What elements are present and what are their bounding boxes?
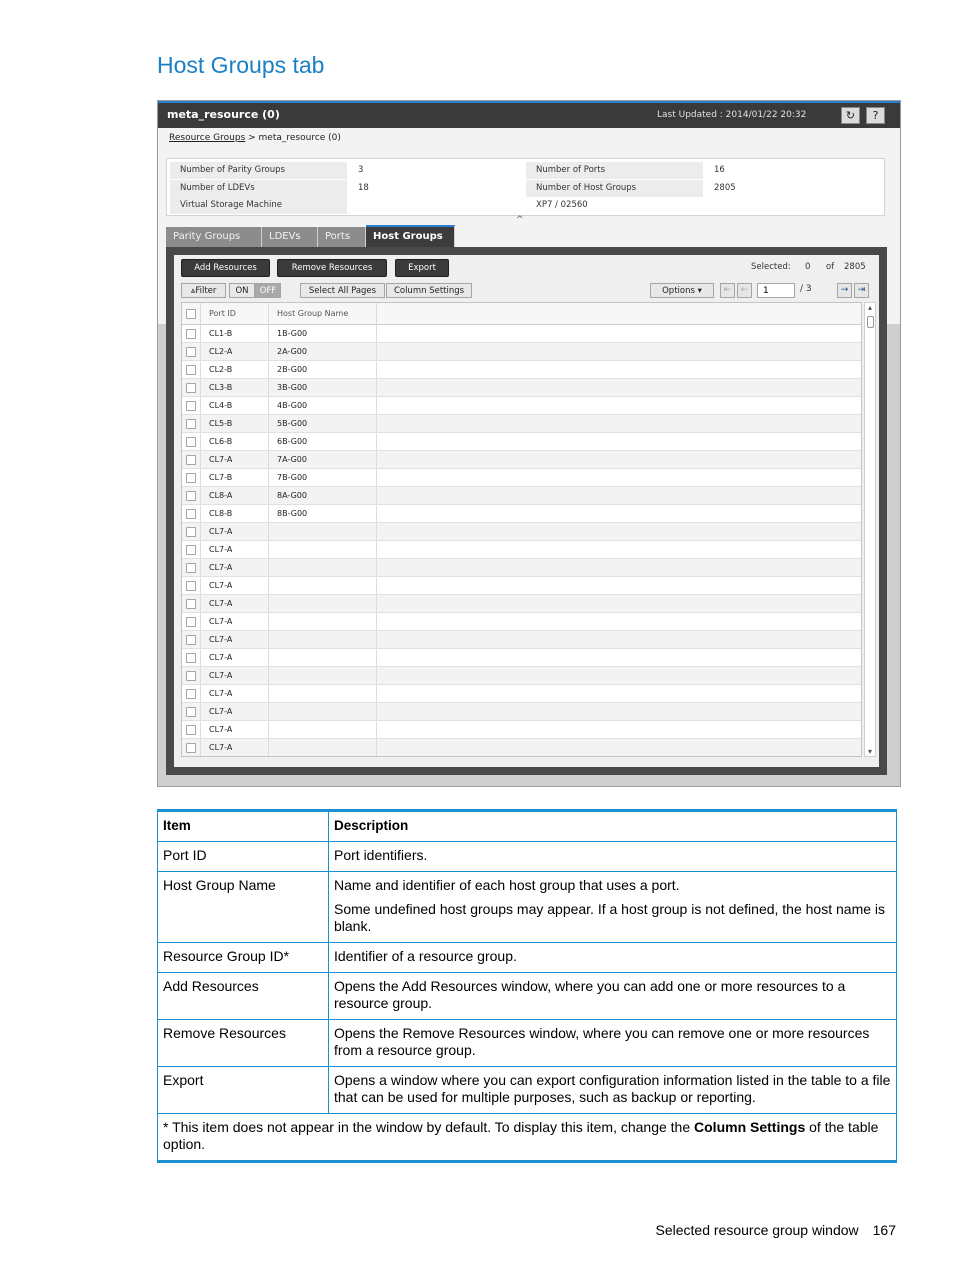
port-id-cell: CL7-A — [201, 667, 269, 684]
row-checkbox[interactable] — [186, 509, 196, 519]
port-id-cell: CL7-A — [201, 451, 269, 468]
description-cell — [329, 872, 897, 943]
help-button[interactable]: ? — [866, 107, 885, 124]
scroll-thumb[interactable] — [867, 316, 874, 328]
table-row[interactable] — [182, 685, 862, 703]
table-row — [158, 842, 897, 872]
table-row[interactable] — [182, 397, 862, 415]
description-text: Port identifiers. — [334, 847, 428, 863]
table-row[interactable] — [182, 559, 862, 577]
host-group-name-cell: 2A-G00 — [269, 343, 377, 360]
item-cell: Export — [158, 1067, 329, 1114]
row-checkbox-cell — [182, 361, 201, 378]
row-checkbox[interactable] — [186, 689, 196, 699]
table-header — [182, 303, 862, 325]
row-checkbox[interactable] — [186, 419, 196, 429]
row-checkbox[interactable] — [186, 527, 196, 537]
summary-value — [348, 197, 526, 214]
table-row[interactable] — [182, 613, 862, 631]
table-row[interactable] — [182, 361, 862, 379]
summary-value: 16 — [714, 165, 725, 175]
host-group-name-cell — [269, 685, 377, 702]
column-settings-button[interactable]: Column Settings — [386, 283, 472, 298]
table-row[interactable] — [182, 541, 862, 559]
host-group-name-cell — [269, 613, 377, 630]
page-total: / 3 — [800, 284, 812, 294]
row-checkbox-cell — [182, 451, 201, 468]
footer-section-title: Selected resource group window — [655, 1222, 859, 1238]
host-group-name-cell — [269, 631, 377, 648]
host-group-name-cell: 8A-G00 — [269, 487, 377, 504]
row-checkbox-cell — [182, 631, 201, 648]
description-cell — [329, 1020, 897, 1067]
port-id-cell: CL7-B — [201, 469, 269, 486]
scroll-up-icon[interactable]: ▴ — [867, 303, 872, 312]
row-checkbox-cell — [182, 685, 201, 702]
host-group-name-cell: 7B-G00 — [269, 469, 377, 486]
port-id-cell: CL3-B — [201, 379, 269, 396]
breadcrumb-link-resource-groups[interactable]: Resource Groups — [169, 133, 246, 143]
table-row[interactable] — [182, 667, 862, 685]
row-checkbox[interactable] — [186, 401, 196, 411]
port-id-cell: CL7-A — [201, 523, 269, 540]
port-id-cell: CL5-B — [201, 415, 269, 432]
summary-label: Number of Host Groups — [526, 180, 703, 197]
row-checkbox[interactable] — [186, 455, 196, 465]
description-cell — [329, 1067, 897, 1114]
row-checkbox-cell — [182, 469, 201, 486]
summary-label: Number of Ports — [526, 162, 703, 179]
row-checkbox-cell — [182, 379, 201, 396]
row-checkbox-cell — [182, 667, 201, 684]
footnote-row — [158, 1114, 897, 1162]
summary-panel — [166, 158, 885, 216]
host-group-name-cell — [269, 721, 377, 738]
table-row — [158, 872, 897, 943]
filter-on-toggle[interactable]: ON — [229, 283, 255, 298]
row-checkbox[interactable] — [186, 563, 196, 573]
vertical-scrollbar[interactable] — [864, 302, 876, 757]
breadcrumb-current: meta_resource (0) — [258, 133, 341, 143]
table-row[interactable] — [182, 649, 862, 667]
summary-value: XP7 / 02560 — [536, 200, 588, 210]
description-text: Opens a window where you can export configuration information listed in the table to a file that can be used for multiple purposes, such as backup or reporting. — [334, 1072, 891, 1105]
add-resources-button[interactable]: Add Resources — [181, 259, 270, 277]
breadcrumb — [169, 133, 341, 143]
table-row[interactable] — [182, 739, 862, 757]
row-checkbox[interactable] — [186, 347, 196, 357]
table-row[interactable] — [182, 325, 862, 343]
host-group-name-cell: 3B-G00 — [269, 379, 377, 396]
description-cell — [329, 842, 897, 872]
port-id-cell: CL7-A — [201, 721, 269, 738]
host-group-name-cell — [269, 559, 377, 576]
host-group-name-cell: 1B-G00 — [269, 325, 377, 342]
tab-host-groups[interactable]: Host Groups — [366, 225, 455, 247]
row-checkbox[interactable] — [186, 383, 196, 393]
table-row[interactable] — [182, 343, 862, 361]
row-checkbox-cell — [182, 541, 201, 558]
next-page-icon[interactable]: → — [837, 283, 852, 298]
options-dropdown[interactable]: Options ▾ — [650, 283, 714, 298]
table-row[interactable] — [182, 703, 862, 721]
item-cell: Resource Group ID* — [158, 943, 329, 973]
remove-resources-button[interactable]: Remove Resources — [277, 259, 387, 277]
table-row[interactable] — [182, 379, 862, 397]
footnote-cell — [158, 1114, 897, 1162]
page-number-input[interactable]: 1 — [757, 283, 795, 298]
row-checkbox[interactable] — [186, 725, 196, 735]
description-text: Opens the Remove Resources window, where you can remove one or more resources from a resource group. — [334, 1025, 870, 1058]
row-checkbox-cell — [182, 739, 201, 756]
port-id-cell: CL8-A — [201, 487, 269, 504]
tab-content — [174, 255, 879, 767]
host-group-name-cell — [269, 739, 377, 756]
filter-button[interactable]: ⩓Filter — [181, 283, 226, 298]
row-checkbox[interactable] — [186, 473, 196, 483]
row-checkbox-cell — [182, 613, 201, 630]
row-checkbox-cell — [182, 649, 201, 666]
selected-label: Selected: — [751, 262, 791, 272]
port-id-cell: CL7-A — [201, 577, 269, 594]
table-row[interactable] — [182, 469, 862, 487]
header-item: Item — [158, 811, 329, 842]
footnote-bold: Column Settings — [694, 1119, 806, 1135]
tab-ports[interactable]: Ports — [318, 227, 366, 247]
row-checkbox[interactable] — [186, 491, 196, 501]
select-all-checkbox[interactable] — [186, 309, 196, 319]
column-header-port-id[interactable]: Port ID — [201, 303, 269, 324]
port-id-cell: CL1-B — [201, 325, 269, 342]
column-header-host-group-name[interactable]: Host Group Name — [269, 303, 377, 324]
table-row[interactable] — [182, 595, 862, 613]
previous-page-icon[interactable]: ← — [737, 283, 752, 298]
description-text: Some undefined host groups may appear. If a host group is not defined, the host name is blank. — [334, 901, 886, 934]
row-checkbox-cell — [182, 523, 201, 540]
table-row[interactable] — [182, 631, 862, 649]
table-row — [158, 943, 897, 973]
footnote-text-end: of the table option. — [163, 1119, 879, 1152]
table-row[interactable] — [182, 577, 862, 595]
port-id-cell: CL7-A — [201, 613, 269, 630]
row-checkbox[interactable] — [186, 365, 196, 375]
summary-value: 2805 — [714, 183, 736, 193]
row-checkbox-cell — [182, 721, 201, 738]
header-checkbox-cell — [182, 303, 201, 324]
port-id-cell: CL7-A — [201, 541, 269, 558]
tab-parity-groups[interactable]: Parity Groups — [166, 227, 262, 247]
host-group-name-cell: 8B-G00 — [269, 505, 377, 522]
port-id-cell: CL7-A — [201, 649, 269, 666]
row-checkbox[interactable] — [186, 545, 196, 555]
page-footer — [656, 1222, 896, 1238]
port-id-cell: CL2-A — [201, 343, 269, 360]
row-checkbox[interactable] — [186, 599, 196, 609]
breadcrumb-separator: > — [248, 133, 256, 143]
host-group-name-cell — [269, 541, 377, 558]
row-checkbox[interactable] — [186, 743, 196, 753]
table-row[interactable] — [182, 721, 862, 739]
description-cell — [329, 973, 897, 1020]
row-checkbox-cell — [182, 343, 201, 360]
table-row — [158, 973, 897, 1020]
table-row[interactable] — [182, 505, 862, 523]
header-description: Description — [329, 811, 897, 842]
host-group-name-cell: 6B-G00 — [269, 433, 377, 450]
selected-total: 2805 — [844, 262, 866, 272]
screenshot-window — [157, 100, 901, 787]
port-id-cell: CL7-A — [201, 739, 269, 756]
description-text: Opens the Add Resources window, where you can add one or more resources to a resource group. — [334, 978, 846, 1011]
summary-value: 18 — [358, 183, 369, 193]
description-table — [157, 809, 897, 1163]
description-text: Name and identifier of each host group that uses a port. — [334, 877, 680, 893]
row-checkbox[interactable] — [186, 437, 196, 447]
page-number: 167 — [872, 1222, 896, 1238]
table-row[interactable] — [182, 415, 862, 433]
item-cell: Add Resources — [158, 973, 329, 1020]
port-id-cell: CL8-B — [201, 505, 269, 522]
row-checkbox[interactable] — [186, 671, 196, 681]
scroll-down-icon[interactable]: ▾ — [867, 747, 872, 756]
window-title: meta_resource (0) — [167, 108, 280, 121]
row-checkbox[interactable] — [186, 329, 196, 339]
row-checkbox-cell — [182, 559, 201, 576]
summary-value: 3 — [358, 165, 364, 175]
summary-label: Virtual Storage Machine — [170, 197, 347, 214]
table-row[interactable] — [182, 433, 862, 451]
port-id-cell: CL7-A — [201, 703, 269, 720]
collapse-icon[interactable]: ^ — [516, 215, 524, 225]
host-group-name-cell: 5B-G00 — [269, 415, 377, 432]
table-row[interactable] — [182, 487, 862, 505]
description-table-header — [158, 811, 897, 842]
row-checkbox-cell — [182, 577, 201, 594]
host-group-name-cell — [269, 649, 377, 666]
row-checkbox[interactable] — [186, 707, 196, 717]
row-checkbox[interactable] — [186, 635, 196, 645]
row-checkbox-cell — [182, 415, 201, 432]
summary-label: Number of Parity Groups — [170, 162, 347, 179]
port-id-cell: CL7-A — [201, 595, 269, 612]
host-group-name-cell: 2B-G00 — [269, 361, 377, 378]
summary-row — [170, 162, 882, 179]
row-checkbox-cell — [182, 325, 201, 342]
window-titlebar — [158, 101, 900, 128]
host-group-name-cell — [269, 667, 377, 684]
filter-off-toggle[interactable]: OFF — [255, 283, 281, 298]
first-page-icon[interactable]: ⇤ — [720, 283, 735, 298]
select-all-pages-button[interactable]: Select All Pages — [300, 283, 385, 298]
port-id-cell: CL4-B — [201, 397, 269, 414]
tab-ldevs[interactable]: LDEVs — [262, 227, 318, 247]
page-title: Host Groups tab — [157, 52, 325, 78]
port-id-cell: CL7-A — [201, 685, 269, 702]
refresh-icon[interactable]: ↻ — [841, 107, 860, 124]
table-row[interactable] — [182, 451, 862, 469]
item-cell: Remove Resources — [158, 1020, 329, 1067]
row-checkbox-cell — [182, 595, 201, 612]
row-checkbox[interactable] — [186, 617, 196, 627]
item-cell: Host Group Name — [158, 872, 329, 943]
port-id-cell: CL2-B — [201, 361, 269, 378]
selected-count: 0 — [805, 262, 811, 272]
last-updated: Last Updated : 2014/01/22 20:32 — [657, 110, 807, 120]
selected-of: of — [826, 262, 835, 272]
host-group-name-cell — [269, 523, 377, 540]
port-id-cell: CL6-B — [201, 433, 269, 450]
host-group-name-cell — [269, 595, 377, 612]
host-group-name-cell: 7A-G00 — [269, 451, 377, 468]
table-toolbar — [181, 282, 871, 300]
footnote-text: * This item does not appear in the window by default. To display this item, change the — [163, 1119, 695, 1135]
row-checkbox-cell — [182, 397, 201, 414]
table-row[interactable] — [182, 523, 862, 541]
host-group-name-cell — [269, 577, 377, 594]
summary-label: Number of LDEVs — [170, 180, 347, 197]
row-checkbox-cell — [182, 433, 201, 450]
row-checkbox-cell — [182, 487, 201, 504]
host-group-name-cell — [269, 703, 377, 720]
row-checkbox-cell — [182, 703, 201, 720]
port-id-cell: CL7-A — [201, 631, 269, 648]
table-row — [158, 1067, 897, 1114]
item-cell: Port ID — [158, 842, 329, 872]
last-page-icon[interactable]: ⇥ — [854, 283, 869, 298]
export-button[interactable]: Export — [395, 259, 449, 277]
port-id-cell: CL7-A — [201, 559, 269, 576]
summary-row — [170, 197, 882, 214]
description-cell — [329, 943, 897, 973]
row-checkbox[interactable] — [186, 653, 196, 663]
table-row — [158, 1020, 897, 1067]
host-group-name-cell: 4B-G00 — [269, 397, 377, 414]
host-groups-table — [181, 302, 862, 757]
description-text: Identifier of a resource group. — [334, 948, 517, 964]
summary-row — [170, 180, 882, 197]
tab-panel — [166, 247, 887, 775]
row-checkbox-cell — [182, 505, 201, 522]
row-checkbox[interactable] — [186, 581, 196, 591]
